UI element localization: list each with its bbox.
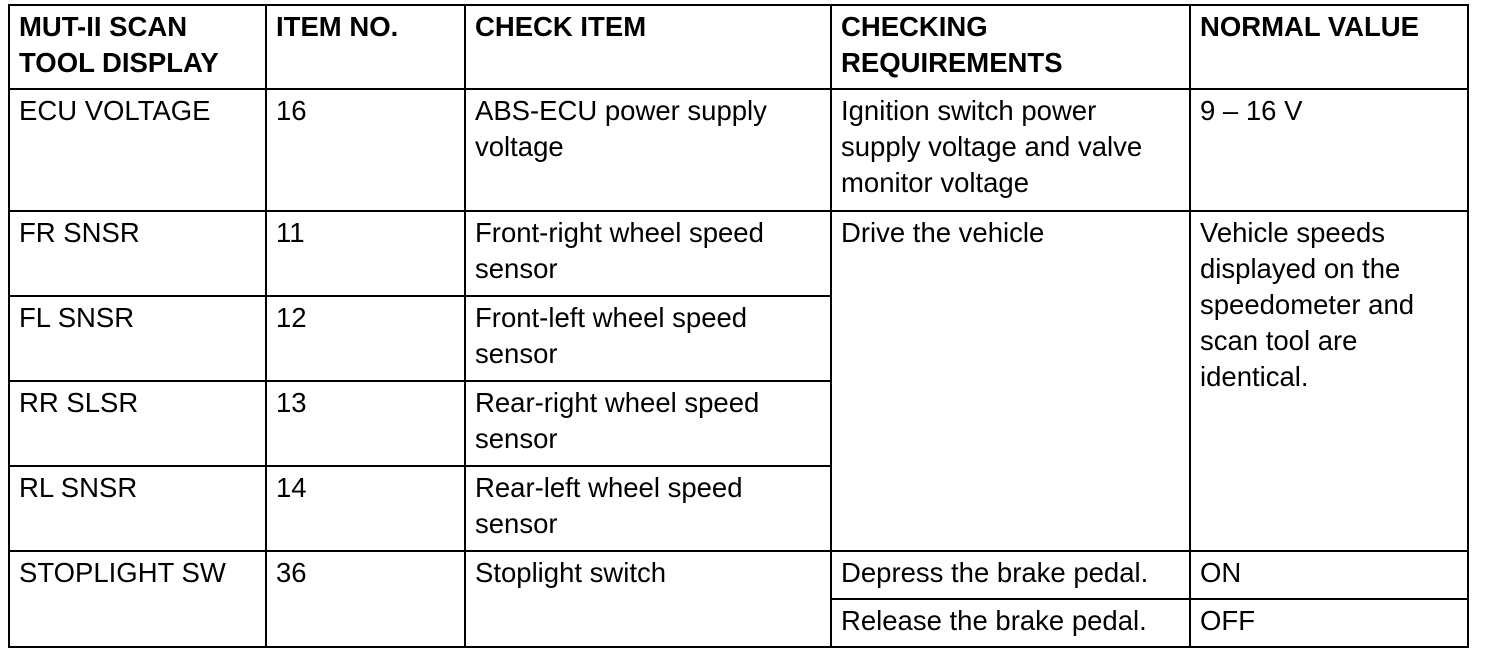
check-item-cell: Stoplight switch	[465, 551, 831, 647]
scan-tool-display-cell: FL SNSR	[9, 296, 266, 381]
checking-requirement-cell: Release the brake pedal.	[831, 599, 1190, 647]
wheel-speed-requirement-cell: Drive the vehicle	[831, 211, 1190, 551]
checking-requirement-cell: Depress the brake pedal.	[831, 551, 1190, 599]
header-check-item: CHECK ITEM	[465, 5, 831, 89]
table-row	[9, 89, 1468, 211]
checking-requirement-cell: Ignition switch power supply voltage and valve monitor voltage	[831, 89, 1190, 211]
item-no-cell: 11	[266, 211, 465, 296]
header-checking-requirements: CHECKING REQUIREMENTS	[831, 5, 1190, 89]
item-no-cell: 13	[266, 381, 465, 466]
scan-tool-display-cell: RR SLSR	[9, 381, 266, 466]
check-item-cell: Rear-right wheel speed sensor	[465, 381, 831, 466]
item-no-cell: 12	[266, 296, 465, 381]
header-item-no: ITEM NO.	[266, 5, 465, 89]
scan-tool-display-cell: FR SNSR	[9, 211, 266, 296]
scan-tool-display-cell: ECU VOLTAGE	[9, 89, 266, 211]
check-item-cell: Rear-left wheel speed sensor	[465, 466, 831, 551]
scan-tool-display-cell: STOPLIGHT SW	[9, 551, 266, 647]
table-row	[9, 211, 1468, 296]
scan-tool-data-table	[8, 4, 1469, 648]
check-item-cell: Front-right wheel speed sensor	[465, 211, 831, 296]
table-header-row	[9, 5, 1468, 89]
normal-value-cell: OFF	[1190, 599, 1468, 647]
check-item-cell: ABS-ECU power supply voltage	[465, 89, 831, 211]
item-no-cell: 14	[266, 466, 465, 551]
normal-value-cell: ON	[1190, 551, 1468, 599]
header-normal-value: NORMAL VALUE	[1190, 5, 1468, 89]
wheel-speed-normal-value-cell: Vehicle speeds displayed on the speedometer and scan tool are identical.	[1190, 211, 1468, 551]
item-no-cell: 36	[266, 551, 465, 647]
item-no-cell: 16	[266, 89, 465, 211]
scan-tool-display-cell: RL SNSR	[9, 466, 266, 551]
table-row	[9, 551, 1468, 599]
check-item-cell: Front-left wheel speed sensor	[465, 296, 831, 381]
normal-value-cell: 9 – 16 V	[1190, 89, 1468, 211]
header-scan-tool-display: MUT-II SCAN TOOL DISPLAY	[9, 5, 266, 89]
